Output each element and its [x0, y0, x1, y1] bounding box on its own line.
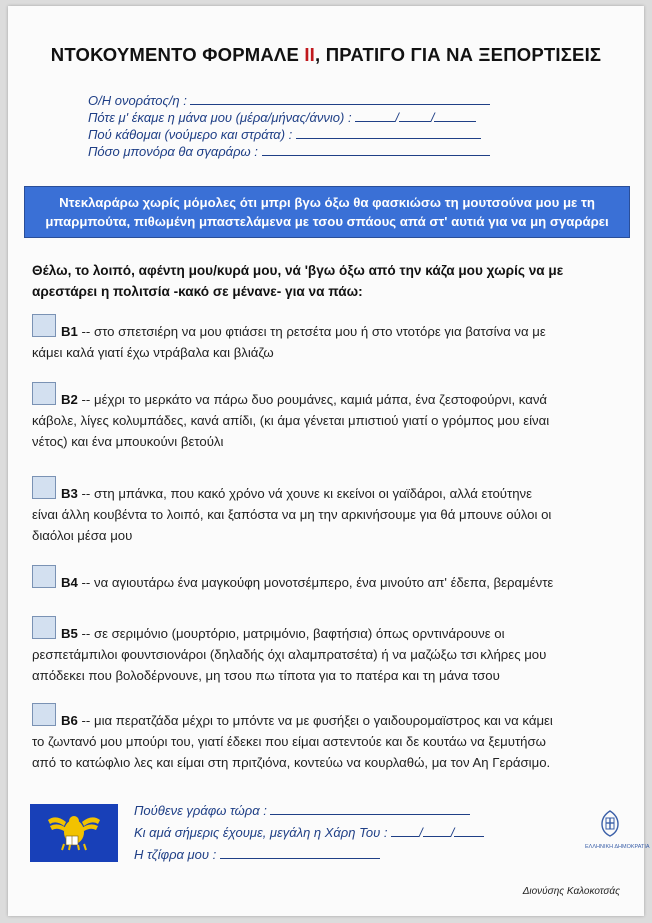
option-b3-checkbox[interactable]: [32, 476, 56, 499]
date-year-line[interactable]: [454, 824, 484, 837]
author-name: Διονύσης Καλοκοτσάς: [522, 886, 620, 897]
duration-line[interactable]: [262, 143, 490, 156]
option-b1: Β1 -- στο σπετσιέρη να μου φτιάσει τη ρετσέτα μου ή στο ντοτόρε για βατσίνα να με κάμει καλά γιατί έχω ντράβαλα και βλιάζω: [32, 321, 632, 363]
option-code: Β6: [61, 713, 78, 728]
signature-line[interactable]: [220, 846, 380, 859]
signature-fields: [134, 800, 484, 866]
document-page: [8, 6, 650, 916]
option-code: Β5: [61, 626, 78, 641]
option-b4: Β4 -- να αγιουτάρω ένα μαγκούφη μονοτσέμπερο, ένα μινούτο απ' έδεπα, βεραμέντε: [32, 572, 632, 593]
option-b2-checkbox[interactable]: [32, 382, 56, 405]
option-b6-checkbox[interactable]: [32, 703, 56, 726]
birth-year-line[interactable]: [434, 109, 476, 122]
birthdate-label: Πότε μ' έκαμε η μάνα μου (μέρα/μήνας/άννιο) :: [88, 110, 352, 125]
option-code: Β4: [61, 575, 78, 590]
option-b6: Β6 -- μια περατζάδα μέχρι το μπόντε να με φυσήξει ο γαιδουρομαϊστρος και να κάμει το ζωντανό μου μπούρι του, γιατί έδεκει που είμαι αστεντούε και δε κουτάω να ξεμυτήσω από το κατώφλιο λες και είμαι στη πριτζιόνα, κοντεύω να κουρλαθώ, μα τον Αη Γεράσιμο.: [32, 710, 632, 773]
option-b5: Β5 -- σε σεριμόνιο (μουρτόριο, ματριμόνιο, βαφτήσια) όπως ορντινάρουνε οι ρεσπετάμπιλοι φουντσιονάροι (δηλαδής όχι αλαμπρατσέτα) ή να μαζώξω τσι κλήρες μου απόδεκει που βολοδέρνουνε, μη τσου πω τίποτα για το πατέρα και τη μάνα τσου: [32, 623, 632, 686]
date-day-line[interactable]: [391, 824, 419, 837]
birth-day-line[interactable]: [355, 109, 395, 122]
duration-field[interactable]: [88, 143, 490, 160]
signature-field[interactable]: [134, 844, 484, 866]
duration-label: Πόσο μπονόρα θα σγαράρω :: [88, 144, 258, 159]
ionian-flag-icon: [30, 804, 118, 862]
option-b4-checkbox[interactable]: [32, 565, 56, 588]
date-field[interactable]: Κι αμά σήμερις έχουμε, μεγάλη η Χάρη Του : / /: [134, 822, 484, 844]
option-b1-checkbox[interactable]: [32, 314, 56, 337]
address-field[interactable]: [88, 126, 490, 143]
name-label: Ο/Η ονοράτος/η :: [88, 93, 187, 108]
date-month-line[interactable]: [423, 824, 451, 837]
option-code: Β1: [61, 324, 78, 339]
personal-fields: [88, 92, 490, 160]
title-text-end: , ΠΡΑΤΙΓΟ ΓΙΑ ΝΑ ΞΕΠΟΡΤΙΣΕΙΣ: [315, 44, 602, 65]
place-field[interactable]: [134, 800, 484, 822]
signature-label: Η τζίφρα μου :: [134, 847, 217, 862]
birth-month-line[interactable]: [399, 109, 431, 122]
option-code: Β2: [61, 392, 78, 407]
name-line[interactable]: [190, 92, 490, 105]
place-label: Πούθενε γράφω τώρα :: [134, 803, 267, 818]
option-b3: Β3 -- στη μπάνκα, που κακό χρόνο νά χουνε κι εκείνοι οι γαϊδάροι, αλλά ετούτηνε είναι άλλη κουβέντα το λοιπό, και ξαπόστα να μη την αρκινήσουμε για θά μπουνε ούλοι οι διαόλοι μέσα μου: [32, 483, 632, 546]
place-line[interactable]: [270, 802, 470, 815]
name-field[interactable]: [88, 92, 490, 109]
option-b2: Β2 -- μέχρι το μερκάτο να πάρω δυο ρουμάνες, καμιά μάπα, ένα ζεστοφούρνι, κανά κάβολε, λίγες κολυμπάδες, κανά απίδι, (κι άμα γένεται μπιστιού γιατί ο γρόμπος μου είναι νέτος) και ένα μπουκούνι βετούλι: [32, 389, 632, 452]
address-label: Πού κάθομαι (νούμερο και στράτα) :: [88, 127, 293, 142]
declaration-banner: Ντεκλαράρω χωρίς μόμολες ότι μπρι βγω όξω θα φασκιώσω τη μουτσούνα μου με τη μπαρμπούτα, πιθωμένη μπαστελάμενα με τσου σπάους απά στ' αυτιά για να μη σγαράρει: [24, 186, 630, 238]
title-roman-numeral: ΙΙ: [304, 44, 316, 65]
greek-coat-of-arms-icon: [597, 808, 623, 838]
address-line[interactable]: [296, 126, 481, 139]
date-label: Κι αμά σήμερις έχουμε, μεγάλη η Χάρη Του :: [134, 825, 388, 840]
title-text: ΝΤΟΚΟΥΜΕΝΤΟ ΦΟΡΜΑΛΕ: [50, 44, 305, 65]
winged-lion-icon: [46, 812, 102, 852]
page-title: [8, 44, 644, 66]
option-b5-checkbox[interactable]: [32, 616, 56, 639]
option-code: Β3: [61, 486, 78, 501]
birthdate-field[interactable]: Πότε μ' έκαμε η μάνα μου (μέρα/μήνας/άννιο) : / /: [88, 109, 490, 126]
hellenic-republic-emblem: [585, 808, 650, 850]
emblem-label: ΕΛΛΗΝΙΚΗ ΔΗΜΟΚΡΑΤΙΑ: [585, 844, 650, 850]
intro-paragraph: Θέλω, το λοιπό, αφέντη μου/κυρά μου, νά 'βγω όξω από την κάζα μου χωρίς να με αρεστάρει η πολιτσία -κακό σε μένανε- για να πάω:: [32, 263, 564, 299]
